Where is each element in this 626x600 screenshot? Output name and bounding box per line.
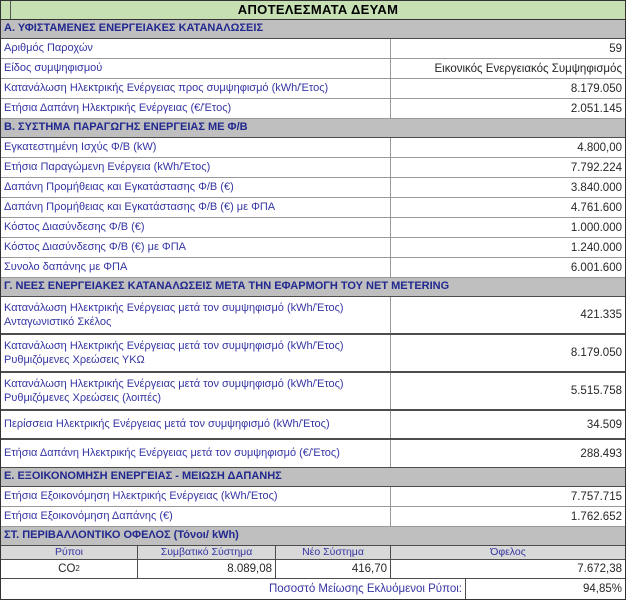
emissions-reduction-value: 94,85% xyxy=(582,583,622,595)
row-label-line1: Ετήσια Δαπάνη Ηλεκτρικής Ενέργειας μετά τον συμψηφισμό (€/Έτος) xyxy=(4,447,340,460)
row-value: 421.335 xyxy=(580,309,622,321)
page-title: ΑΠΟΤΕΛΕΣΜΑΤΑ ΔΕΥΑΜ xyxy=(237,2,399,17)
row-value: 4.800,00 xyxy=(577,141,622,154)
row-label xyxy=(1,507,391,526)
row-label xyxy=(1,297,391,333)
row-label xyxy=(1,238,391,257)
section-header-a: Α. ΥΦΙΣΤΑΜΕΝΕΣ ΕΝΕΡΓΕΙΑΚΕΣ ΚΑΤΑΝΑΛΩΣΕΙΣ xyxy=(1,20,625,39)
section-header-c: Γ. ΝΕΕΣ ΕΝΕΡΓΕΙΑΚΕΣ ΚΑΤΑΝΑΛΩΣΕΙΣ ΜΕΤΑ ΤΗΝ ΕΦΑΡΜΟΓΗ ΤΟΥ NET METERING xyxy=(1,278,625,297)
row-label xyxy=(1,487,391,506)
row-label xyxy=(1,373,391,409)
row-label-line1: Κόστος Διασύνδεσης Φ/Β (€) xyxy=(4,221,145,234)
emissions-reduction-label: Ποσοστό Μείωσης Εκλυόμενοι Ρύποι: xyxy=(1,579,466,599)
table-row xyxy=(1,218,625,238)
pollutant-cell xyxy=(1,560,138,578)
table-row xyxy=(1,411,625,440)
row-label xyxy=(1,59,391,78)
section-header-environment: ΣΤ. ΠΕΡΙΒΑΛΛΟΝΤΙΚΟ ΟΦΕΛΟΣ (Τόνοι/ kWh) xyxy=(1,527,625,546)
title-left-stub-cell xyxy=(1,1,11,19)
column-header-new-system: Νέο Σύστημα xyxy=(276,546,391,559)
section-header-b: Β. ΣΥΣΤΗΜΑ ΠΑΡΑΓΩΓΗΣ ΕΝΕΡΓΕΙΑΣ ΜΕ Φ/Β xyxy=(1,119,625,138)
table-row xyxy=(1,238,625,258)
conventional-system-value: 8.089,08 xyxy=(138,560,276,578)
row-value: 3.840.000 xyxy=(570,181,622,194)
section-header-e: Ε. ΕΞΟΙΚΟΝΟΜΗΣΗ ΕΝΕΡΓΕΙΑΣ - ΜΕΙΩΣΗ ΔΑΠΑΝΗΣ xyxy=(1,468,625,487)
row-label-line1: Δαπάνη Προμήθειας και Εγκατάστασης Φ/Β (€) xyxy=(4,181,234,194)
row-label-line1: Περίσσεια Ηλεκτρικής Ενέργειας μετά τον συμψηφισμό (kWh/Έτος) xyxy=(4,418,330,431)
row-value: 1.240.000 xyxy=(570,241,622,254)
pollutant-name: CO xyxy=(58,563,76,575)
row-label xyxy=(1,258,391,277)
table-row xyxy=(1,99,625,119)
row-label-line1: Ετήσια Παραγώμενη Ενέργεια (kWh/Έτος) xyxy=(4,161,211,174)
row-label xyxy=(1,218,391,237)
environment-table-header-row xyxy=(1,546,625,560)
row-value: 1.762.652 xyxy=(570,510,622,523)
row-label xyxy=(1,440,391,467)
table-row xyxy=(1,59,625,79)
row-label xyxy=(1,178,391,197)
column-header-benefit: Όφελος xyxy=(490,546,526,558)
row-label-line1: Εγκατεστημένη Ισχύς Φ/Β (kW) xyxy=(4,141,157,154)
table-row xyxy=(1,373,625,411)
row-label-line2: Ρυθμιζόμενες Χρεώσεις ΥΚΩ xyxy=(4,354,145,366)
table-row xyxy=(1,440,625,468)
sections-container xyxy=(1,20,625,527)
row-label xyxy=(1,39,391,58)
column-header-pollutant: Ρύποι xyxy=(1,546,138,559)
table-row xyxy=(1,138,625,158)
table-row xyxy=(1,258,625,278)
benefit-value: 7.672,38 xyxy=(577,563,622,575)
row-value: Εικονικός Ενεργειακός Συμψηφισμός xyxy=(434,62,622,75)
row-value: 6.001.600 xyxy=(570,261,622,274)
row-label xyxy=(1,79,391,98)
table-row xyxy=(1,297,625,335)
row-value: 34.509 xyxy=(586,418,622,431)
row-value: 2.051.145 xyxy=(570,102,622,115)
row-value: 8.179.050 xyxy=(570,347,622,359)
environment-table-row-co2 xyxy=(1,560,625,579)
table-row xyxy=(1,335,625,373)
row-label-line1: Δαπάνη Προμήθειας και Εγκατάστασης Φ/Β (€) με ΦΠΑ xyxy=(4,201,276,214)
row-label-line1: Ετήσια Εξοικονόμηση Δαπάνης (€) xyxy=(4,510,173,523)
row-label xyxy=(1,411,391,438)
table-row xyxy=(1,39,625,59)
row-label-line1: Ετήσια Εξοικονόμηση Ηλεκτρικής Ενέργειας (kWh/Έτος) xyxy=(4,490,278,503)
row-label-line1: Κατανάλωση Ηλεκτρικής Ενέργειας μετά τον συμψηφισμό (kWh/Έτος) xyxy=(4,339,344,352)
row-value: 8.179.050 xyxy=(570,82,622,95)
table-row xyxy=(1,507,625,527)
row-label-line1: Κατανάλωση Ηλεκτρικής Ενέργειας μετά τον συμψηφισμό (kWh/Έτος) xyxy=(4,301,344,314)
row-value: 7.757.715 xyxy=(570,490,622,503)
row-value: 288.493 xyxy=(580,447,622,460)
row-value: 7.792.224 xyxy=(570,161,622,174)
row-label xyxy=(1,158,391,177)
table-title-row xyxy=(1,1,625,20)
row-label-line1: Αριθμός Παροχών xyxy=(4,42,93,55)
row-value: 4.761.600 xyxy=(570,201,622,214)
table-row xyxy=(1,198,625,218)
row-label xyxy=(1,138,391,157)
table-row xyxy=(1,79,625,99)
new-system-value: 416,70 xyxy=(276,560,391,578)
row-label-line1: Συνολο δαπάνης με ΦΠΑ xyxy=(4,261,128,274)
row-label-line1: Ετήσια Δαπάνη Ηλεκτρικής Ενέργειας (€/Έτος) xyxy=(4,102,232,115)
row-label-line1: Κατανάλωση Ηλεκτρικής Ενέργειας προς συμψηφισμό (kWh/Έτος) xyxy=(4,82,329,95)
emissions-reduction-row xyxy=(1,579,625,599)
row-label xyxy=(1,99,391,118)
column-header-conventional-system: Συμβατικό Σύστημα xyxy=(138,546,276,559)
row-label-line2: Ρυθμιζόμενες Χρεώσεις (λοιπές) xyxy=(4,392,162,404)
table-row xyxy=(1,178,625,198)
pollutant-subscript: 2 xyxy=(75,564,80,573)
row-value: 5.515.758 xyxy=(570,385,622,397)
row-label-line1: Είδος συμψηφισμού xyxy=(4,62,103,75)
row-label-line2: Ανταγωνιστικό Σκέλος xyxy=(4,316,112,328)
table-row xyxy=(1,158,625,178)
row-label-line1: Κατανάλωση Ηλεκτρικής Ενέργειας μετά τον συμψηφισμό (kWh/Έτος) xyxy=(4,377,344,390)
row-label xyxy=(1,198,391,217)
table-row xyxy=(1,487,625,507)
row-label-line1: Κόστος Διασύνδεσης Φ/Β (€) με ΦΠΑ xyxy=(4,241,186,254)
row-value: 59 xyxy=(609,42,622,55)
row-value: 1.000.000 xyxy=(570,221,622,234)
row-label xyxy=(1,335,391,371)
